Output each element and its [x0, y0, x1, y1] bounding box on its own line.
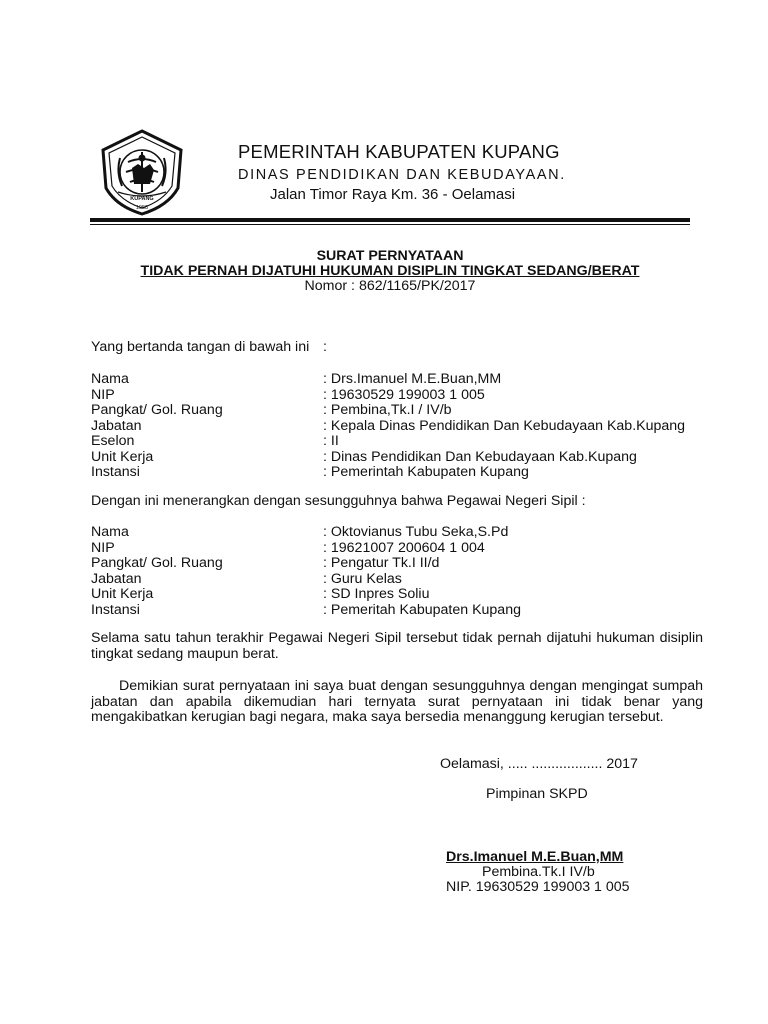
field-value: : 19621007 200604 1 004: [323, 539, 485, 556]
header-divider-thin: [90, 224, 690, 225]
statement-paragraph: Selama satu tahun terakhir Pegawai Negeri Sipil tersebut tidak pernah dijatuhi hukuman disiplin tingkat sedang maupun berat.: [91, 630, 703, 662]
intro-colon: :: [323, 339, 327, 355]
employee-field-pangkat: [91, 556, 711, 572]
signer-field-unit-kerja: [91, 450, 711, 466]
signer-field-nama: [91, 372, 711, 388]
field-label: Eselon: [91, 433, 135, 449]
signer-field-instansi: [91, 465, 711, 481]
letterhead-title: PEMERINTAH KABUPATEN KUPANG: [238, 141, 560, 162]
field-label: Unit Kerja: [91, 586, 154, 602]
employee-field-instansi: [91, 603, 711, 619]
field-value: : Pemerintah Kabupaten Kupang: [323, 464, 529, 480]
field-value: : Oktovianus Tubu Seka,S.Pd: [323, 524, 509, 540]
field-value: : SD Inpres Soliu: [323, 586, 430, 602]
signature-nip: NIP. 19630529 199003 1 005: [446, 879, 630, 895]
employee-field-jabatan: [91, 572, 711, 588]
signer-fields: [91, 372, 711, 481]
field-value: : Pemeritah Kabupaten Kupang: [323, 601, 521, 618]
logo-year: 1958: [135, 205, 149, 211]
signer-field-jabatan: [91, 419, 711, 435]
field-label: Nama: [91, 524, 129, 540]
letter-title: SURAT PERNYATAAN: [316, 248, 464, 264]
letter-subtitle: TIDAK PERNAH DIJATUHI HUKUMAN DISIPLIN TINGKAT SEDANG/BERAT: [140, 263, 640, 279]
logo-text: KUPANG: [130, 196, 154, 202]
intro-text: Yang bertanda tangan di bawah ini: [91, 339, 310, 355]
field-label: Pangkat/ Gol. Ruang: [91, 555, 223, 571]
letterhead-subtitle: DINAS PENDIDIKAN DAN KEBUDAYAAN.: [238, 167, 566, 183]
statement-intro: Dengan ini menerangkan dengan sesungguhnya bahwa Pegawai Negeri Sipil :: [91, 493, 586, 509]
field-value: : 19630529 199003 1 005: [323, 386, 485, 403]
field-label: NIP: [91, 539, 115, 556]
letter-number: Nomor : 862/1165/PK/2017: [304, 278, 476, 294]
field-label: Nama: [91, 371, 129, 387]
field-value: : Guru Kelas: [323, 570, 402, 587]
header-divider-thick: [90, 218, 690, 222]
signer-field-nip: [91, 388, 711, 404]
employee-field-nama: [91, 525, 711, 541]
closing-paragraph: Demikian surat pernyataan ini saya buat dengan sesungguhnya dengan mengingat sumpah jabatan dan apabila dikemudian hari ternyata surat pernyataan ini tidak benar yang mengakibatkan kerugian bagi negara, maka saya bersedia menanggung kerugian tersebut.: [91, 678, 703, 725]
field-label: NIP: [91, 386, 115, 403]
field-label: Instansi: [91, 464, 140, 480]
letterhead-address: Jalan Timor Raya Km. 36 - Oelamasi: [270, 186, 516, 203]
field-label: Jabatan: [91, 570, 142, 587]
signer-field-pangkat: [91, 403, 711, 419]
signature-rank: Pembina.Tk.I IV/b: [482, 864, 595, 880]
field-value: : Drs.Imanuel M.E.Buan,MM: [323, 371, 502, 387]
field-value: : Pengatur Tk.I II/d: [323, 555, 440, 571]
employee-field-nip: [91, 541, 711, 557]
signature-place-date: Oelamasi, ..... .................. 2017: [440, 756, 638, 772]
signature-name: Drs.Imanuel M.E.Buan,MM: [446, 849, 624, 865]
field-value: : Dinas Pendidikan Dan Kebudayaan Kab.Kupang: [323, 448, 637, 465]
field-label: Pangkat/ Gol. Ruang: [91, 402, 223, 418]
field-label: Unit Kerja: [91, 448, 154, 465]
employee-fields: [91, 525, 711, 618]
field-label: Instansi: [91, 601, 140, 618]
signature-role: Pimpinan SKPD: [486, 786, 588, 802]
regency-emblem-icon: [98, 128, 186, 216]
field-label: Jabatan: [91, 417, 142, 434]
signer-field-eselon: [91, 434, 711, 450]
field-value: : II: [323, 433, 339, 449]
field-value: : Kepala Dinas Pendidikan Dan Kebudayaan Kab.Kupang: [323, 417, 686, 434]
employee-field-unit-kerja: [91, 587, 711, 603]
field-value: : Pembina,Tk.I / IV/b: [323, 402, 452, 418]
